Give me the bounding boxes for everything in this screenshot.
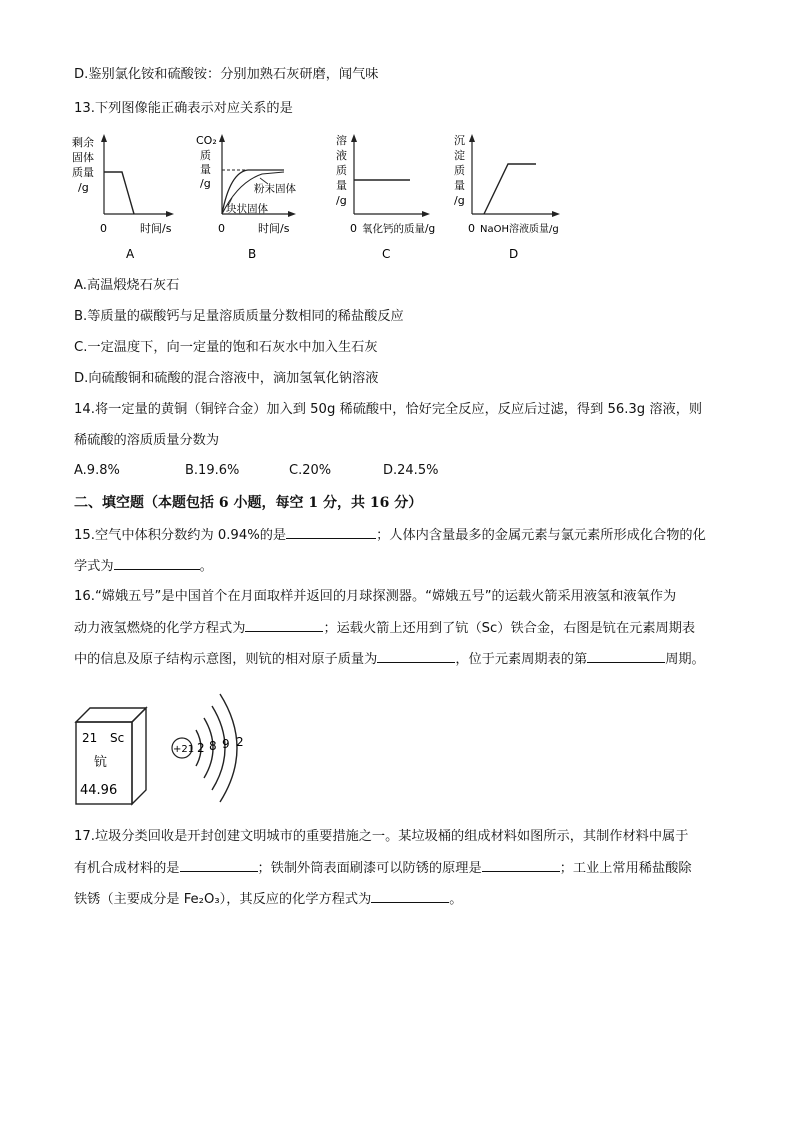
graph-a-letter: A: [126, 247, 135, 261]
q14-stem-line2: 稀硫酸的溶质质量分数为: [74, 433, 220, 448]
graph-d-ylabel-2: 淀: [454, 149, 465, 162]
graph-d-ylabel-5: /g: [454, 194, 465, 207]
graph-d-ylabel-4: 量: [454, 179, 465, 192]
q17-text-3b: 。: [449, 892, 463, 907]
graph-c-ylabel-2: 液: [336, 149, 347, 162]
graph-c-letter: C: [382, 247, 391, 261]
graph-d-letter: D: [509, 247, 519, 261]
atom-shell-1-count: 2: [197, 741, 205, 755]
q17-text-2a: 有机合成材料的是: [74, 861, 180, 876]
q14-option-d: D.24.5%: [383, 463, 439, 478]
q15-text-3: 学式为: [74, 559, 114, 574]
graph-d-xlabel: NaOH溶液质量/g: [480, 224, 559, 235]
graph-b-xlabel: 时间/s: [258, 222, 290, 235]
q13-option-c: C.一定温度下，向一定量的饱和石灰水中加入生石灰: [74, 340, 378, 355]
graph-b-ylabel-3: 量: [200, 163, 211, 176]
q16-line3: [74, 650, 705, 669]
graph-b-curve1-label: 粉末固体: [254, 183, 296, 195]
graph-a-y-arrow: [101, 134, 107, 142]
q16-blank-1[interactable]: [245, 619, 323, 632]
graph-c-ylabel-1: 溶: [336, 134, 347, 147]
graph-a-ylabel-2: 固体: [72, 151, 94, 164]
q16-text-2b: ；运载火箭上还用到了钪（Sc）铁合金，右图是钪在元素周期表: [323, 621, 696, 636]
q16-text-3c: 周期。: [665, 652, 705, 667]
q15-text-2: ；人体内含量最多的金属元素与氯元素所形成化合物的化: [376, 528, 706, 543]
q14-option-c: C.20%: [289, 463, 332, 478]
graph-b-origin: 0: [218, 222, 225, 235]
graph-c-x-arrow: [422, 211, 430, 217]
q12-option-d: D.鉴别氯化铵和硫酸铵：分别加熟石灰研磨，闻气味: [74, 67, 379, 82]
q14-option-a: A.9.8%: [74, 463, 120, 478]
graph-a-origin: 0: [100, 222, 107, 235]
graph-c-origin: 0: [350, 222, 357, 235]
graph-d-x-arrow: [552, 211, 560, 217]
graph-d-y-arrow: [469, 134, 475, 142]
graph-d-curve: [484, 164, 536, 214]
element-name: 钪: [94, 755, 108, 770]
q17-blank-1[interactable]: [180, 859, 258, 872]
atom-shell-2-count: 8: [209, 739, 217, 753]
section2-title: 二、填空题（本题包括 6 小题，每空 1 分，共 16 分）: [74, 495, 423, 511]
q17-line2: [74, 859, 692, 878]
graph-d-ylabel-3: 质: [454, 164, 465, 177]
scandium-figure: [70, 686, 260, 810]
q17-text-2b: ；铁制外筒表面刷漆可以防锈的原理是: [257, 861, 482, 876]
graph-d-origin: 0: [468, 222, 475, 235]
q16-line1: 16.“嫦娥五号”是中国首个在月面取样并返回的月球探测器。“嫦娥五号”的运载火箭采用液氢和液氧作为: [74, 589, 677, 604]
graph-d-ylabel-1: 沉: [454, 134, 465, 147]
graph-b-ylabel-4: /g: [200, 177, 211, 190]
q16-text-2a: 动力液氢燃烧的化学方程式为: [74, 621, 246, 636]
graph-c-y-arrow: [351, 134, 357, 142]
graph-a-ylabel-1: 剩余: [72, 136, 94, 149]
graph-c-ylabel-4: 量: [336, 179, 347, 192]
q14-stem-line1: 14.将一定量的黄铜（铜锌合金）加入到 50g 稀硫酸中，恰好完全反应，反应后过滤，得到 56.3g 溶液，则: [74, 402, 703, 417]
q13-stem: 13.下列图像能正确表示对应关系的是: [74, 101, 293, 116]
q17-line1: 17.垃圾分类回收是开封创建文明城市的重要措施之一。某垃圾桶的组成材料如图所示，其制作材料中属于: [74, 829, 689, 844]
graph-b-curve2-label: 块状固体: [226, 203, 268, 215]
q17-text-3a: 铁锈（主要成分是 Fe₂O₃），其反应的化学方程式为: [74, 892, 372, 907]
q17-text-2c: ；工业上常用稀盐酸除: [559, 861, 692, 876]
element-mass: 44.96: [80, 783, 118, 798]
graph-a-xlabel: 时间/s: [140, 222, 172, 235]
graph-b: [196, 132, 308, 262]
q17-blank-3[interactable]: [371, 890, 449, 903]
graph-b-ylabel-1: CO₂: [196, 134, 217, 147]
graph-d: [450, 132, 574, 262]
q16-text-3a: 中的信息及原子结构示意图，则钪的相对原子质量为: [74, 652, 378, 667]
graph-b-y-arrow: [219, 134, 225, 142]
graph-b-letter: B: [248, 247, 257, 261]
q16-blank-3[interactable]: [587, 650, 665, 663]
q13-option-d: D.向硫酸铜和硫酸的混合溶液中，滴加氢氧化钠溶液: [74, 371, 379, 386]
graph-b-x-arrow: [288, 211, 296, 217]
graph-a-x-arrow: [166, 211, 174, 217]
q15-line2: [74, 557, 213, 576]
graph-c-ylabel-3: 质: [336, 164, 347, 177]
q15-text-4: 。: [199, 559, 213, 574]
graph-c-ylabel-5: /g: [336, 194, 347, 207]
q15-line1: [74, 526, 706, 545]
q17-blank-2[interactable]: [482, 859, 560, 872]
element-number: 21: [82, 731, 98, 745]
element-symbol: Sc: [110, 731, 125, 745]
q16-text-3b: ，位于元素周期表的第: [455, 652, 588, 667]
q17-line3: [74, 890, 462, 909]
q14-option-b: B.19.6%: [185, 463, 240, 478]
q16-blank-2[interactable]: [377, 650, 455, 663]
atom-nucleus-charge: +21: [173, 744, 195, 755]
q15-blank-2[interactable]: [114, 557, 200, 570]
graph-a-ylabel-4: /g: [78, 181, 89, 194]
q16-line2: [74, 619, 695, 638]
q15-text-1: 15.空气中体积分数约为 0.94%的是: [74, 528, 287, 543]
q13-option-b: B.等质量的碳酸钙与足量溶质质量分数相同的稀盐酸反应: [74, 309, 404, 324]
atom-shell-3-count: 9: [222, 737, 230, 751]
graph-a-ylabel-3: 质量: [72, 166, 94, 179]
graph-c: [332, 132, 444, 262]
atom-shell-4-count: 2: [236, 735, 244, 749]
graph-c-xlabel: 氧化钙的质量/g: [362, 223, 436, 235]
q15-blank-1[interactable]: [286, 526, 376, 539]
graph-b-ylabel-2: 质: [200, 149, 211, 162]
graph-a-curve: [104, 172, 134, 214]
graph-a: [70, 132, 180, 262]
q13-option-a: A.高温煅烧石灰石: [74, 278, 180, 293]
